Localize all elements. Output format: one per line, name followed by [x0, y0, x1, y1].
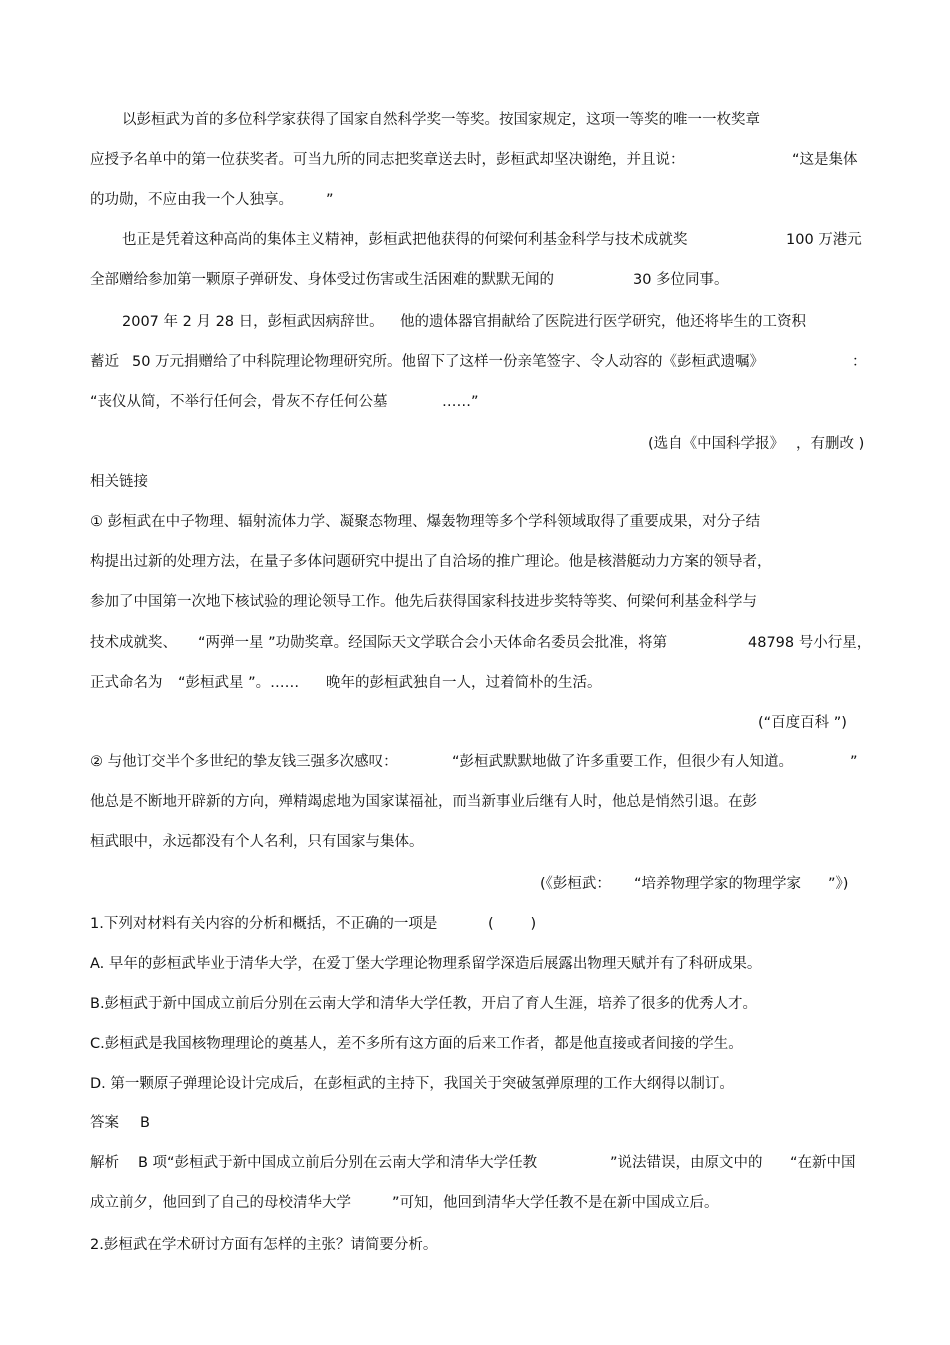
- option-d: D. 第一颗原子弹理论设计完成后，在彭桓武的主持下，我国关于突破氢弹原理的工作大纲得以制订。: [90, 1076, 734, 1092]
- text-line: 50 万元捐赠给了中科院理论物理研究所。他留下了这样一份亲笔签字、令人动容的《彭桓武遗嘱》: [132, 354, 765, 370]
- text-line: 参加了中国第一次地下核试验的理论领导工作。他先后获得国家科技进步奖特等奖、何梁何利基金科学与: [90, 594, 757, 610]
- text-line: 蓄近: [90, 354, 119, 370]
- text-line: 100 万港元: [786, 232, 862, 248]
- text-line: ：: [852, 354, 867, 370]
- text-line: 48798 号小行星，: [748, 635, 872, 651]
- text-line: 桓武眼中，永远都没有个人名利，只有国家与集体。: [90, 834, 424, 850]
- source-note: ”》): [828, 876, 849, 892]
- text-line: ”: [850, 754, 858, 770]
- question-1: 1.下列对材料有关内容的分析和概括，不正确的一项是: [90, 916, 438, 932]
- answer-label: 答案: [90, 1115, 119, 1131]
- text-line: 全部赠给参加第一颗原子弹研发、身体受过伤害或生活困难的默默无闻的: [90, 272, 554, 288]
- text-line: 构提出过新的处理方法，在量子多体问题研究中提出了自洽场的推广理论。他是核潜艇动力方案的领导者，: [90, 554, 772, 570]
- text-line: 也正是凭着这种高尚的集体主义精神，彭桓武把他获得的何梁何利基金科学与技术成就奖: [122, 232, 688, 248]
- text-line: “彭桓武默默地做了许多重要工作，但很少有人知道。: [452, 754, 794, 770]
- text-line: ① 彭桓武在中子物理、辐射流体力学、凝聚态物理、爆轰物理等多个学科领域取得了重要成果，对分子结: [90, 514, 761, 530]
- text-line: ”说法错误，由原文中的: [610, 1155, 763, 1171]
- text-line: 晚年的彭桓武独自一人，过着简朴的生活。: [326, 675, 602, 691]
- text-line: B 项“彭桓武于新中国成立前后分别在云南大学和清华大学任教: [138, 1155, 538, 1171]
- source-note: “培养物理学家的物理学家: [634, 876, 802, 892]
- text-line: 成立前夕，他回到了自己的母校清华大学: [90, 1195, 351, 1211]
- text-line: ”可知，他回到清华大学任教不是在新中国成立后。: [392, 1195, 719, 1211]
- source-note: (《彭桓武：: [540, 876, 611, 892]
- section-heading: 相关链接: [90, 474, 148, 490]
- text-line: “丧仪从简，不举行任何会，骨灰不存任何公墓: [90, 394, 388, 410]
- option-c: C.彭桓武是我国核物理理论的奠基人，差不多所有这方面的后来工作者，都是他直接或者间接的学生。: [90, 1036, 743, 1052]
- text-line: 他总是不断地开辟新的方向，殚精竭虑地为国家谋福祉，而当新事业后继有人时，他总是悄然引退。在彭: [90, 794, 757, 810]
- text-line: 以彭桓武为首的多位科学家获得了国家自然科学奖一等奖。按国家规定，这项一等奖的唯一一枚奖章: [122, 112, 760, 128]
- text-line: 的功勋，不应由我一个人独享。: [90, 192, 293, 208]
- text-line: 应授予名单中的第一位获奖者。可当九所的同志把奖章送去时，彭桓武却坚决谢绝，并且说：: [90, 152, 685, 168]
- option-b: B.彭桓武于新中国成立前后分别在云南大学和清华大学任教，开启了育人生涯，培养了很多的优秀人才。: [90, 996, 758, 1012]
- text-line: “这是集体: [792, 152, 858, 168]
- text-line: 他的遗体器官捐献给了医院进行医学研究，他还将毕生的工资积: [400, 314, 806, 330]
- text-line: 正式命名为: [90, 675, 163, 691]
- answer-value: B: [140, 1115, 150, 1131]
- answer-bracket: ( ): [488, 916, 537, 932]
- text-line: “彭桓武星 ”。……: [178, 675, 300, 691]
- text-line: “在新中国: [790, 1155, 856, 1171]
- source-note: (“百度百科 ”): [758, 715, 847, 731]
- text-line: ② 与他订交半个多世纪的挚友钱三强多次感叹：: [90, 754, 398, 770]
- text-line: “两弹一星 ”功勋奖章。经国际天文学联合会小天体命名委员会批准，将第: [198, 635, 668, 651]
- text-line: 2007 年 2 月 28 日，彭桓武因病辞世。: [122, 314, 384, 330]
- option-a: A. 早年的彭桓武毕业于清华大学，在爱丁堡大学理论物理系留学深造后展露出物理天赋并有了科研成果。: [90, 956, 762, 972]
- text-line: 技术成就奖、: [90, 635, 177, 651]
- text-line: ……”: [442, 394, 479, 410]
- source-note: (选自《中国科学报》: [648, 436, 785, 452]
- analysis-label: 解析: [90, 1155, 119, 1171]
- source-note: ，有删改 ): [796, 436, 865, 452]
- text-line: ”: [326, 192, 334, 208]
- text-line: 30 多位同事。: [633, 272, 729, 288]
- question-2: 2.彭桓武在学术研讨方面有怎样的主张？请简要分析。: [90, 1237, 438, 1253]
